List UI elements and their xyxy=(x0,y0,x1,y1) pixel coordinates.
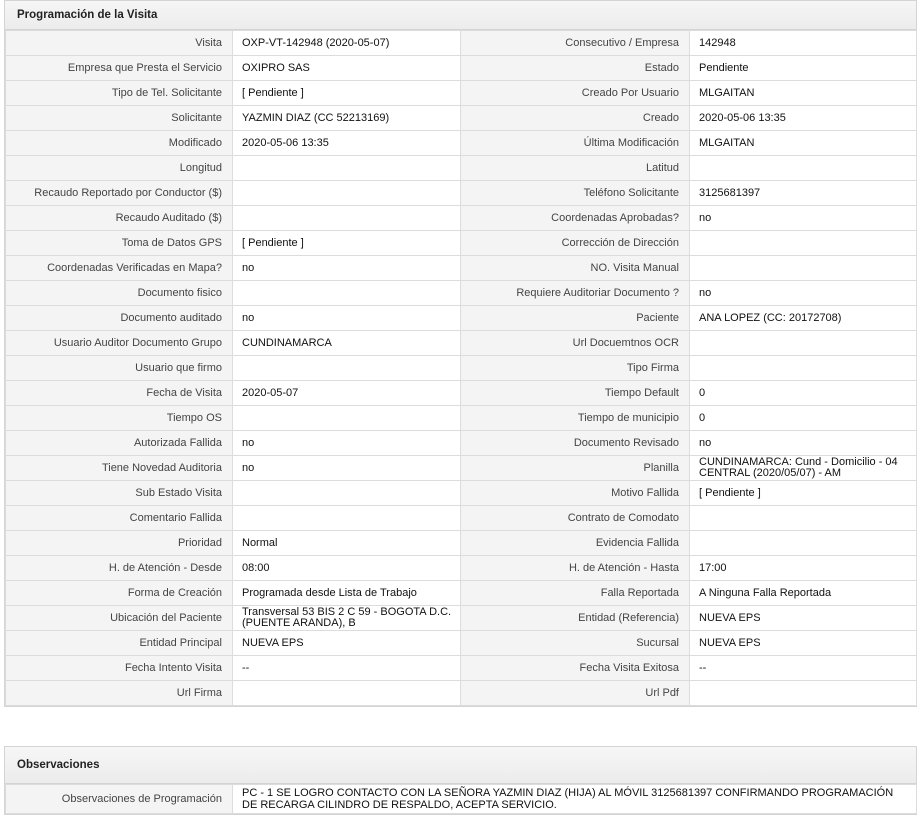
detail-row xyxy=(6,31,917,56)
detail-row xyxy=(6,131,917,156)
field-value: -- xyxy=(690,656,917,681)
field-label: Tiempo Default xyxy=(461,381,690,406)
field-label: NO. Visita Manual xyxy=(461,256,690,281)
field-value: 2020-05-07 xyxy=(233,381,461,406)
field-value: MLGAITAN xyxy=(690,131,917,156)
field-label: Autorizada Fallida xyxy=(6,431,233,456)
field-value xyxy=(690,531,917,556)
field-label: Longitud xyxy=(6,156,233,181)
field-label: Entidad (Referencia) xyxy=(461,606,690,631)
field-value: 2020-05-06 13:35 xyxy=(233,131,461,156)
field-value: ANA LOPEZ (CC: 20172708) xyxy=(690,306,917,331)
observations-table xyxy=(5,784,917,814)
field-label: Creado xyxy=(461,106,690,131)
field-label: Modificado xyxy=(6,131,233,156)
detail-row xyxy=(6,81,917,106)
field-label: H. de Atención - Hasta xyxy=(461,556,690,581)
detail-row xyxy=(6,431,917,456)
observations-label: Observaciones de Programación xyxy=(6,785,233,814)
field-value: Pendiente xyxy=(690,56,917,81)
field-label: Corrección de Dirección xyxy=(461,231,690,256)
field-value: no xyxy=(690,431,917,456)
field-value: CUNDINAMARCA xyxy=(233,331,461,356)
field-label: Prioridad xyxy=(6,531,233,556)
field-value xyxy=(233,681,461,706)
field-label: Última Modificación xyxy=(461,131,690,156)
field-value xyxy=(690,231,917,256)
field-value: 17:00 xyxy=(690,556,917,581)
field-label: Fecha Intento Visita xyxy=(6,656,233,681)
detail-row xyxy=(6,281,917,306)
detail-row xyxy=(6,231,917,256)
field-value xyxy=(233,356,461,381)
field-value: 0 xyxy=(690,381,917,406)
field-value: YAZMIN DIAZ (CC 52213169) xyxy=(233,106,461,131)
field-value: no xyxy=(690,206,917,231)
field-label: Ubicación del Paciente xyxy=(6,606,233,631)
detail-row xyxy=(6,331,917,356)
field-label: Tiempo de municipio xyxy=(461,406,690,431)
field-value xyxy=(233,206,461,231)
field-value xyxy=(690,356,917,381)
field-value: 2020-05-06 13:35 xyxy=(690,106,917,131)
field-label: H. de Atención - Desde xyxy=(6,556,233,581)
detail-row xyxy=(6,581,917,606)
field-label: Estado xyxy=(461,56,690,81)
detail-row xyxy=(6,306,917,331)
detail-row xyxy=(6,181,917,206)
observations-panel-title: Observaciones xyxy=(5,747,916,784)
field-label: Teléfono Solicitante xyxy=(461,181,690,206)
field-value: no xyxy=(690,281,917,306)
detail-row xyxy=(6,681,917,706)
detail-row xyxy=(6,631,917,656)
field-value: 0 xyxy=(690,406,917,431)
observations-value: PC - 1 SE LOGRO CONTACTO CON LA SEÑORA YAZMIN DIAZ (HIJA) AL MÓVIL 3125681397 CONFIRMANDO PROGRAMACIÓN DE RECARGA CILINDRO DE RESPALDO, ACEPTA SERVICIO. xyxy=(233,785,917,814)
field-value xyxy=(233,506,461,531)
field-label: Fecha Visita Exitosa xyxy=(461,656,690,681)
detail-row xyxy=(6,456,917,481)
field-label: Evidencia Fallida xyxy=(461,531,690,556)
field-value: Normal xyxy=(233,531,461,556)
field-label: Url Docuemtnos OCR xyxy=(461,331,690,356)
field-label: Forma de Creación xyxy=(6,581,233,606)
field-label: Recaudo Auditado ($) xyxy=(6,206,233,231)
field-label: Fecha de Visita xyxy=(6,381,233,406)
field-label: Url Firma xyxy=(6,681,233,706)
field-label: Tipo Firma xyxy=(461,356,690,381)
field-value xyxy=(233,156,461,181)
field-label: Toma de Datos GPS xyxy=(6,231,233,256)
field-value xyxy=(690,506,917,531)
field-label: Planilla xyxy=(461,456,690,481)
detail-row xyxy=(6,381,917,406)
field-value: CUNDINAMARCA: Cund - Domicilio - 04 CENTRAL (2020/05/07) - AM xyxy=(690,456,917,481)
field-value: no xyxy=(233,431,461,456)
field-value: OXP-VT-142948 (2020-05-07) xyxy=(233,31,461,56)
field-label: Documento auditado xyxy=(6,306,233,331)
field-value: no xyxy=(233,456,461,481)
field-label: Contrato de Comodato xyxy=(461,506,690,531)
detail-row xyxy=(6,506,917,531)
visit-details-table xyxy=(5,30,917,706)
field-value xyxy=(233,181,461,206)
field-label: Tiempo OS xyxy=(6,406,233,431)
field-value: OXIPRO SAS xyxy=(233,56,461,81)
detail-row xyxy=(6,106,917,131)
detail-row xyxy=(6,406,917,431)
visit-panel xyxy=(4,0,917,707)
field-label: Coordenadas Verificadas en Mapa? xyxy=(6,256,233,281)
field-value: [ Pendiente ] xyxy=(233,231,461,256)
detail-row xyxy=(6,256,917,281)
detail-row xyxy=(6,56,917,81)
field-label: Sucursal xyxy=(461,631,690,656)
field-value xyxy=(690,331,917,356)
field-label: Consecutivo / Empresa xyxy=(461,31,690,56)
field-value: [ Pendiente ] xyxy=(690,481,917,506)
field-value: [ Pendiente ] xyxy=(233,81,461,106)
detail-row xyxy=(6,481,917,506)
field-label: Sub Estado Visita xyxy=(6,481,233,506)
field-value: MLGAITAN xyxy=(690,81,917,106)
field-value: NUEVA EPS xyxy=(233,631,461,656)
field-label: Comentario Fallida xyxy=(6,506,233,531)
detail-row xyxy=(6,356,917,381)
field-value: Transversal 53 BIS 2 C 59 - BOGOTA D.C. (PUENTE ARANDA), B xyxy=(233,606,461,631)
detail-row xyxy=(6,556,917,581)
field-value: no xyxy=(233,306,461,331)
field-label: Usuario que firmo xyxy=(6,356,233,381)
detail-row xyxy=(6,531,917,556)
field-value: no xyxy=(233,256,461,281)
field-value xyxy=(233,281,461,306)
field-label: Usuario Auditor Documento Grupo xyxy=(6,331,233,356)
field-label: Empresa que Presta el Servicio xyxy=(6,56,233,81)
field-value: A Ninguna Falla Reportada xyxy=(690,581,917,606)
observations-panel xyxy=(4,746,917,815)
visit-panel-title: Programación de la Visita xyxy=(5,1,916,30)
field-label: Tipo de Tel. Solicitante xyxy=(6,81,233,106)
field-label: Entidad Principal xyxy=(6,631,233,656)
field-value xyxy=(690,156,917,181)
field-value xyxy=(233,481,461,506)
field-value: 08:00 xyxy=(233,556,461,581)
field-label: Falla Reportada xyxy=(461,581,690,606)
field-value xyxy=(690,681,917,706)
field-value: Programada desde Lista de Trabajo xyxy=(233,581,461,606)
field-value: 3125681397 xyxy=(690,181,917,206)
detail-row xyxy=(6,206,917,231)
detail-row xyxy=(6,606,917,631)
detail-row xyxy=(6,156,917,181)
field-label: Documento fisico xyxy=(6,281,233,306)
field-value xyxy=(233,406,461,431)
field-label: Recaudo Reportado por Conductor ($) xyxy=(6,181,233,206)
field-label: Tiene Novedad Auditoria xyxy=(6,456,233,481)
field-label: Visita xyxy=(6,31,233,56)
field-label: Latitud xyxy=(461,156,690,181)
field-value xyxy=(690,256,917,281)
field-value: NUEVA EPS xyxy=(690,631,917,656)
field-value: -- xyxy=(233,656,461,681)
field-label: Creado Por Usuario xyxy=(461,81,690,106)
field-label: Documento Revisado xyxy=(461,431,690,456)
field-label: Motivo Fallida xyxy=(461,481,690,506)
field-value: NUEVA EPS xyxy=(690,606,917,631)
field-value: 142948 xyxy=(690,31,917,56)
field-label: Paciente xyxy=(461,306,690,331)
detail-row xyxy=(6,656,917,681)
field-label: Coordenadas Aprobadas? xyxy=(461,206,690,231)
field-label: Requiere Auditoriar Documento ? xyxy=(461,281,690,306)
field-label: Solicitante xyxy=(6,106,233,131)
field-label: Url Pdf xyxy=(461,681,690,706)
